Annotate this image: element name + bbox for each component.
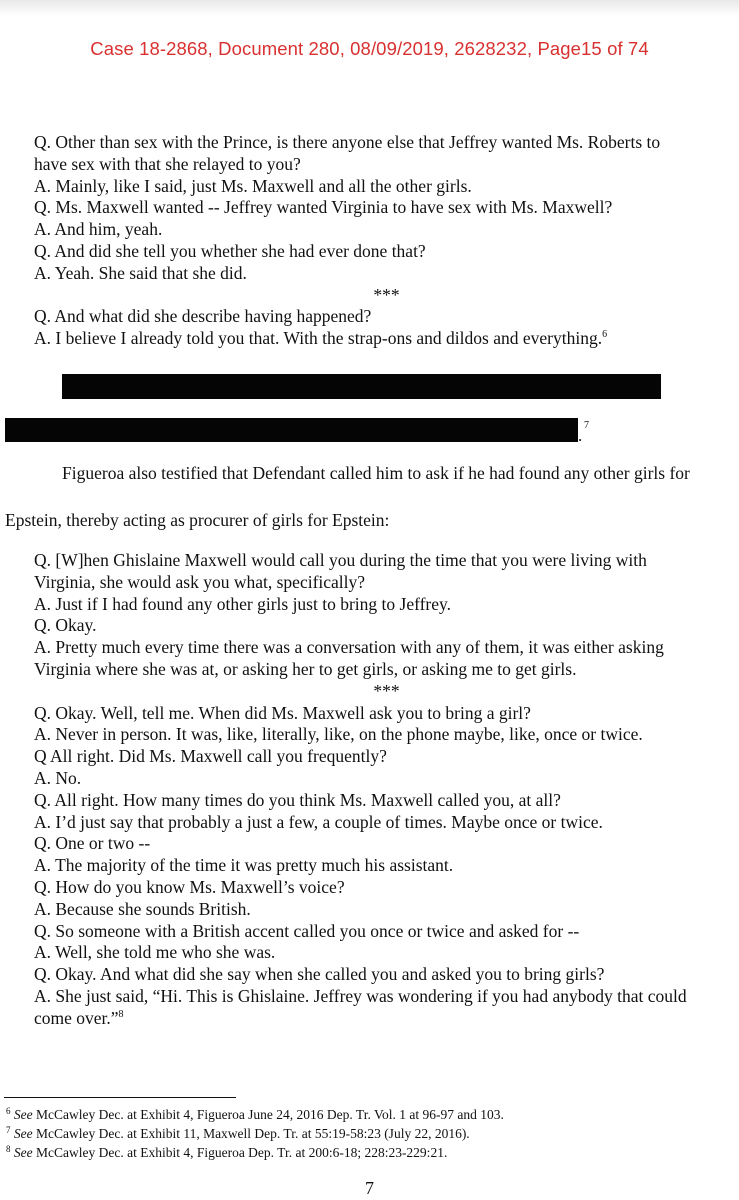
- transcript-line-text: A. Never in person. It was, like, literally, like, on the phone maybe, like, once or twice.: [34, 724, 643, 745]
- footnote-ref-7: 7: [584, 420, 589, 431]
- footnote-7: $^7$ See McCawley Dec. at Exhibit 11, Maxwell Dep. Tr. at 55:19-58:23 (July 22, 2016).: [6, 1125, 470, 1141]
- transcript-line-text: Q. So someone with a British accent called you once or twice and asked for --: [34, 920, 580, 941]
- transcript-line: [34, 921, 739, 943]
- testimony-block-2: [34, 550, 739, 1030]
- body-paragraph-line-1: Figueroa also testified that Defendant called him to ask if he had found any other girls for: [62, 463, 690, 483]
- body-paragraph-line-2: Epstein, thereby acting as procurer of girls for Epstein:: [5, 510, 390, 530]
- transcript-line-text: ***: [373, 284, 400, 305]
- transcript-line: [34, 328, 739, 350]
- transcript-line-text: Q. And what did she describe having happened?: [34, 306, 372, 327]
- transcript-line-text: A. She just said, “Hi. This is Ghislaine. Jeffrey was wondering if you had anybody that could: [34, 985, 687, 1006]
- transcript-line: [34, 219, 739, 241]
- transcript-line-text: Q. Ms. Maxwell wanted -- Jeffrey wanted Virginia to have sex with Ms. Maxwell?: [34, 197, 613, 218]
- transcript-line: [34, 942, 739, 964]
- redaction-bar-2: [5, 418, 578, 442]
- transcript-line-text: come over.”: [34, 1007, 119, 1028]
- transcript-line-text: Q. Okay.: [34, 615, 97, 636]
- transcript-line: [34, 812, 739, 834]
- transcript-line: [34, 899, 739, 921]
- transcript-line-text: have sex with that she relayed to you?: [34, 153, 301, 174]
- transcript-line: [34, 176, 739, 198]
- transcript-line-text: A. Well, she told me who she was.: [34, 942, 276, 963]
- transcript-line-text: A. Because she sounds British.: [34, 898, 251, 919]
- transcript-line-text: Virginia, she would ask you what, specifically?: [34, 571, 366, 592]
- transcript-line-text: Q. And did she tell you whether she had ever done that?: [34, 240, 426, 261]
- transcript-line-text: Q. How do you know Ms. Maxwell’s voice?: [34, 876, 345, 897]
- transcript-line: [34, 132, 739, 154]
- footnote-separator: [4, 1097, 236, 1098]
- transcript-line: [34, 703, 739, 725]
- transcript-line: [34, 241, 739, 263]
- transcript-line: [34, 964, 739, 986]
- transcript-line-text: Virginia where she was at, or asking her to get girls, or asking me to get girls.: [34, 658, 577, 679]
- transcript-line-text: A. I believe I already told you that. With the strap-ons and dildos and everything.: [34, 328, 603, 349]
- transcript-line: [34, 263, 739, 285]
- transcript-line: [34, 197, 739, 219]
- page-top-edge: [0, 0, 739, 16]
- transcript-line-text: A. And him, yeah.: [34, 219, 163, 240]
- transcript-line: [34, 746, 739, 768]
- transcript-line-text: A. Yeah. She said that she did.: [34, 262, 247, 283]
- section-break-stars: [34, 285, 739, 307]
- transcript-line-text: A. Pretty much every time there was a conversation with any of them, it was either asking: [34, 637, 664, 658]
- footnote-ref: 8: [118, 1008, 124, 1020]
- page-number: 7: [365, 1178, 374, 1198]
- transcript-line: [34, 790, 739, 812]
- footnote-ref: 6: [602, 329, 608, 341]
- transcript-line-text: Q. One or two --: [34, 833, 151, 854]
- transcript-line-text: ***: [373, 680, 400, 701]
- transcript-line: [34, 154, 739, 176]
- transcript-line: [34, 594, 739, 616]
- transcript-line: [34, 724, 739, 746]
- transcript-line-text: Q. All right. How many times do you think Ms. Maxwell called you, at all?: [34, 789, 561, 810]
- transcript-line-text: A. The majority of the time it was pretty much his assistant.: [34, 855, 454, 876]
- transcript-line: [34, 855, 739, 877]
- transcript-line-text: A. I’d just say that probably a just a few, a couple of times. Maybe once or twice.: [34, 811, 603, 832]
- transcript-line: [34, 1008, 739, 1030]
- transcript-line-text: Q. Okay. Well, tell me. When did Ms. Maxwell ask you to bring a girl?: [34, 702, 531, 723]
- redaction-period: .: [578, 426, 583, 445]
- transcript-line-text: A. Mainly, like I said, just Ms. Maxwell and all the other girls.: [34, 175, 472, 196]
- transcript-line-text: A. No.: [34, 767, 82, 788]
- transcript-line-text: Q. Okay. And what did she say when she called you and asked you to bring girls?: [34, 964, 605, 985]
- transcript-line: [34, 550, 739, 572]
- transcript-line: [34, 572, 739, 594]
- transcript-line: [34, 768, 739, 790]
- transcript-line: [34, 833, 739, 855]
- testimony-block-1: [34, 132, 739, 350]
- transcript-line-text: Q. Other than sex with the Prince, is there anyone else that Jeffrey wanted Ms. Roberts to: [34, 132, 661, 152]
- transcript-line-text: A. Just if I had found any other girls just to bring to Jeffrey.: [34, 593, 452, 614]
- case-header: Case 18-2868, Document 280, 08/09/2019, 2628232, Page15 of 74: [90, 38, 649, 59]
- transcript-line-text: Q. [W]hen Ghislaine Maxwell would call you during the time that you were living with: [34, 550, 647, 570]
- footnote-6: $^6$ See McCawley Dec. at Exhibit 4, Figueroa June 24, 2016 Dep. Tr. Vol. 1 at 96-97 and 103.: [6, 1106, 504, 1122]
- transcript-line: [34, 615, 739, 637]
- transcript-line: [34, 306, 739, 328]
- transcript-line-text: Q All right. Did Ms. Maxwell call you frequently?: [34, 746, 387, 767]
- redaction-bar-1: [62, 374, 661, 399]
- transcript-line: [34, 659, 739, 681]
- transcript-line: [34, 877, 739, 899]
- transcript-line: [34, 637, 739, 659]
- transcript-line: [34, 986, 739, 1008]
- footnote-8: $^8$ See McCawley Dec. at Exhibit 4, Figueroa Dep. Tr. at 200:6-18; 228:23-229:21.: [6, 1144, 448, 1160]
- section-break-stars: [34, 681, 739, 703]
